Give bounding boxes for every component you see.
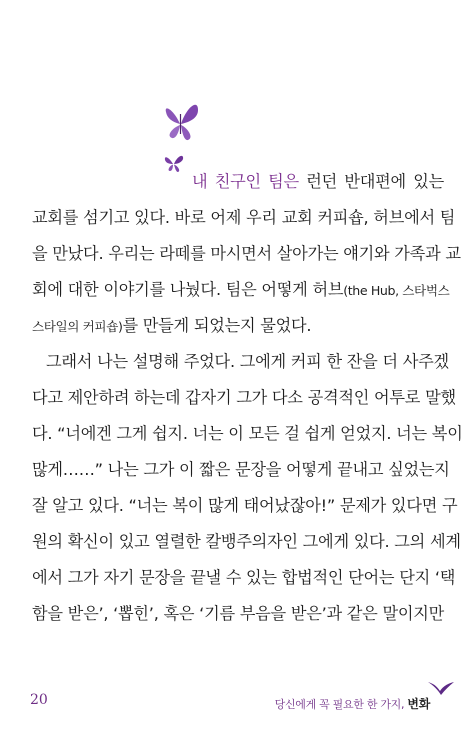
running-title-strong: 변화: [407, 697, 430, 711]
bird-icon: [427, 680, 455, 696]
text-line-6: 그래서 나는 설명해 주었다. 그에게 커피 한 잔을 더 사주겠: [46, 352, 449, 371]
text-line-7: 다고 제안하려 하는데 갑자기 그가 다소 공격적인 어투로 말했: [32, 388, 456, 407]
text-line-2: 교회를 섬기고 있다. 바로 어제 우리 교회 커피숍, 허브에서 팀: [32, 208, 456, 227]
running-title-text: 당신에게 꼭 필요한 한 가지,: [274, 698, 405, 711]
text-line-9: 많게……” 나는 그가 이 짧은 문장을 어떻게 끝내고 싶었는지: [32, 460, 450, 479]
page-number: 20: [30, 692, 48, 708]
text-line-8: 다. “너에겐 그게 쉽지. 너는 이 모든 걸 쉽게 얻었지. 너는 복이: [32, 424, 463, 443]
line-4-parenthetical: (the Hub, 스타벅스: [343, 283, 450, 298]
highlighted-phrase: 내 친구인 팀은: [192, 172, 299, 191]
text-line-11: 원의 확신이 있고 열렬한 칼뱅주의자인 그에게 있다. 그의 세계: [32, 532, 461, 551]
butterfly-small-icon: [163, 152, 185, 174]
text-line-12: 에서 그가 자기 문장을 끝낼 수 있는 합법적인 단어는 단지 ‘택: [32, 568, 456, 587]
text-line-13: 함을 받은’, ‘뽑힌’, 혹은 ‘기름 부음을 받은’과 같은 말이지만: [32, 604, 444, 623]
text-line-4: [32, 276, 450, 305]
line-1-rest: 런던 반대편에 있는: [298, 172, 444, 191]
text-line-10: 잘 알고 있다. “너는 복이 많게 태어났잖아!” 문제가 있다면 구: [32, 496, 458, 515]
text-line-3: 을 만났다. 우리는 라떼를 마시면서 살아가는 얘기와 가족과 교: [32, 244, 461, 263]
butterfly-large-icon: [160, 100, 202, 144]
line-4-main: 회에 대한 이야기를 나눴다. 팀은 어떻게 허브: [32, 280, 344, 299]
running-title: [275, 695, 430, 712]
text-line-5: [32, 312, 444, 341]
line-5-parenthetical: 스타일의 커피숍): [32, 319, 123, 334]
text-line-1: [192, 168, 444, 196]
line-5-main: 를 만들게 되었는지 물었다.: [122, 316, 312, 335]
